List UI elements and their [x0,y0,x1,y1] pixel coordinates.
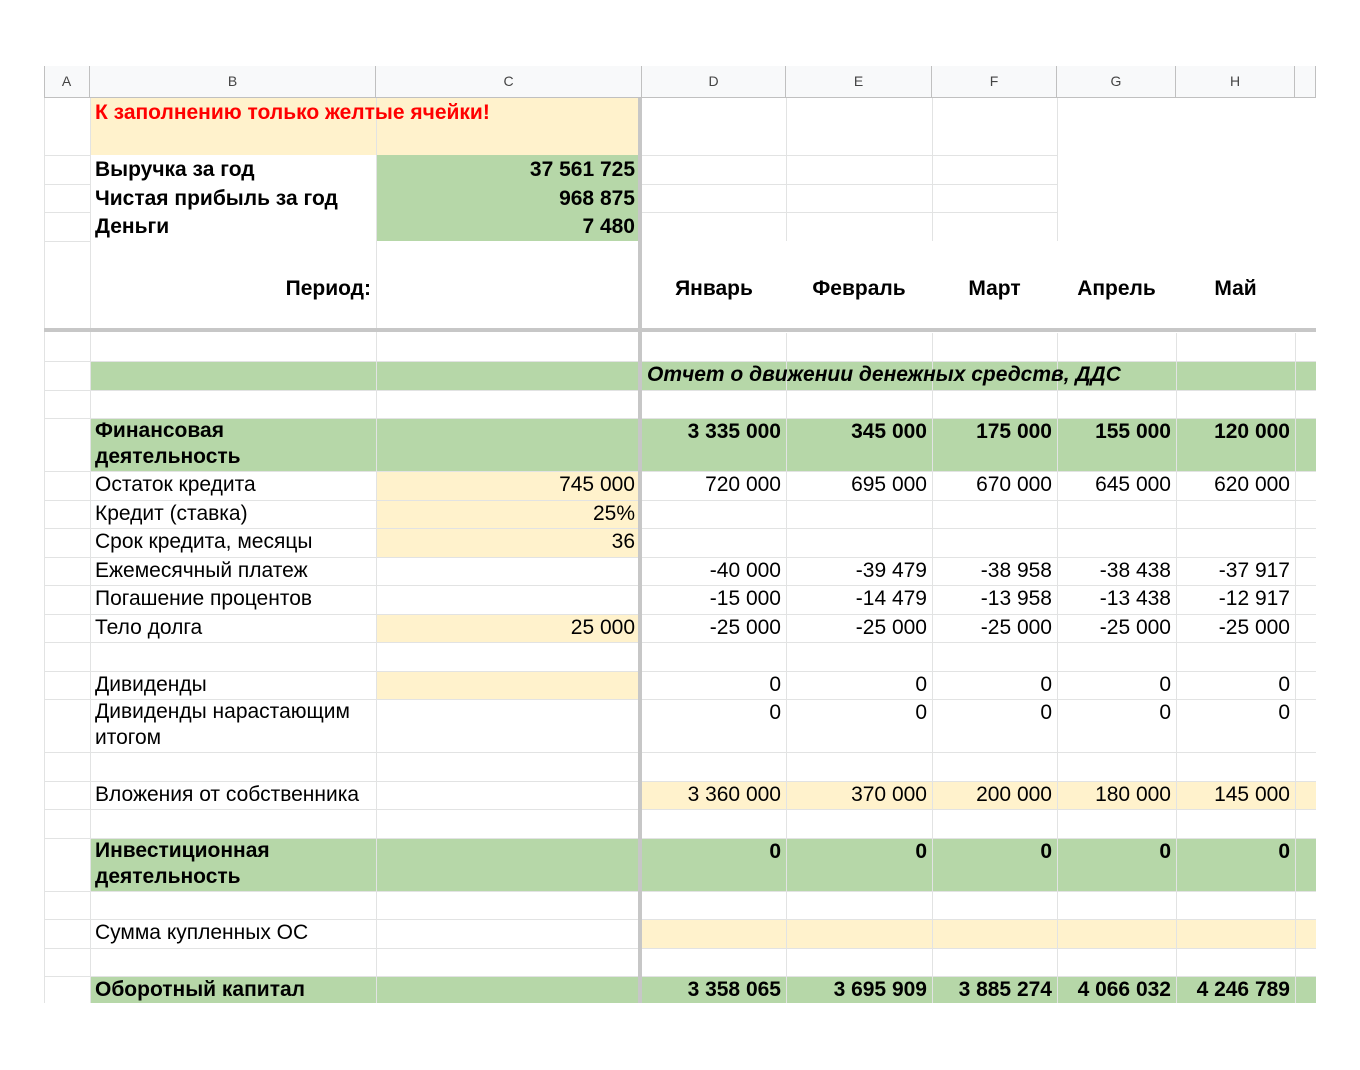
value-cell[interactable]: 200 000 [976,782,1052,806]
value-cell[interactable]: 3 360 000 [687,782,781,806]
value-cell[interactable]: -15 000 [709,587,781,610]
month-header-2: Февраль [812,277,906,300]
value-cell[interactable] [786,752,932,781]
column-header-e[interactable]: E [786,66,932,98]
column-header-h[interactable]: H [1176,66,1295,98]
row-label: Сумма купленных ОС [95,921,309,944]
value-cell[interactable] [642,919,786,948]
value-cell[interactable]: 695 000 [851,473,927,496]
value-cell[interactable]: 175 000 [976,420,1052,443]
value-cell[interactable] [786,919,932,948]
value-cell[interactable]: 370 000 [851,782,927,806]
gridline [1057,98,1058,241]
input-cell[interactable]: 25% [592,501,635,525]
summary-value[interactable]: 37 561 725 [529,158,635,181]
value-cell[interactable]: 3 335 000 [687,420,781,443]
gridline [44,184,90,185]
value-cell[interactable] [1057,948,1176,977]
value-cell[interactable]: 0 [1278,701,1290,724]
value-cell[interactable]: -25 000 [855,615,927,639]
input-cell[interactable]: 25 000 [570,615,635,639]
gridline [932,98,933,241]
spreadsheet-grid[interactable] [44,66,1316,1003]
value-cell[interactable]: 0 [1159,839,1171,863]
row-label [90,891,374,920]
gridline [44,98,45,1003]
input-cell[interactable] [376,671,640,700]
row-label: Ежемесячный платеж [95,558,308,582]
input-cell[interactable] [376,976,640,1003]
value-cell[interactable]: -13 958 [980,587,1052,610]
value-cell[interactable] [932,809,1057,838]
value-cell[interactable]: 0 [769,701,781,724]
gridline [1295,333,1296,1003]
value-cell[interactable] [642,752,786,781]
column-header-g[interactable]: G [1057,66,1176,98]
report-title: Отчет о движении денежных средств, ДДС [647,363,1121,386]
value-cell[interactable]: -13 438 [1099,587,1171,610]
column-header-d[interactable]: D [642,66,786,98]
notice-text: К заполнению только желтые ячейки! [95,101,490,124]
input-cell[interactable] [376,809,640,838]
value-cell[interactable] [786,948,932,977]
value-cell[interactable]: 0 [915,672,927,696]
gridline [44,212,90,213]
row-label [90,809,374,838]
input-cell[interactable] [376,948,640,977]
value-cell[interactable] [642,500,786,529]
column-header-next[interactable] [1295,66,1316,98]
column-header-a[interactable]: A [44,66,90,98]
input-cell[interactable] [376,781,640,810]
summary-label: Чистая прибыль за год [95,186,338,210]
month-header-3: Март [968,277,1021,300]
value-cell[interactable]: 180 000 [1095,782,1171,806]
value-cell[interactable]: -39 479 [855,558,927,582]
input-cell[interactable]: 745 000 [559,473,635,496]
gridline [642,184,1057,185]
value-cell[interactable]: 4 066 032 [1077,978,1171,1001]
value-cell[interactable]: -14 479 [855,587,927,610]
period-label: Период: [285,277,371,300]
value-cell[interactable]: 120 000 [1214,420,1290,443]
value-cell[interactable]: 3 695 909 [833,978,927,1001]
value-cell[interactable] [642,891,786,920]
section-label: Инвестиционная деятельность [95,838,270,888]
column-header-b[interactable]: B [90,66,376,98]
input-cell[interactable] [376,557,640,586]
value-cell[interactable] [1176,500,1295,529]
month-header-5: Май [1214,277,1257,300]
value-cell[interactable] [1057,642,1176,671]
value-cell[interactable] [1176,919,1295,948]
value-cell[interactable]: -12 917 [1218,587,1290,610]
value-cell[interactable]: 0 [915,839,927,863]
value-cell[interactable]: 0 [769,672,781,696]
row-label [90,752,374,781]
value-cell[interactable] [1176,809,1295,838]
column-header-c[interactable]: C [376,66,642,98]
row-label: Вложения от собственника [95,782,360,806]
row-label: Срок кредита, месяцы [95,530,313,553]
summary-value[interactable]: 7 480 [582,215,635,239]
value-cell[interactable]: 4 246 789 [1196,978,1290,1001]
value-cell[interactable] [932,642,1057,671]
value-cell[interactable] [1176,891,1295,920]
value-cell[interactable] [642,809,786,838]
input-cell[interactable] [376,891,640,920]
value-cell[interactable] [1057,500,1176,529]
row-label: Остаток кредита [95,473,256,496]
value-cell[interactable] [1057,528,1176,557]
gridline [44,241,90,242]
gridline [642,155,1057,156]
value-cell[interactable]: 155 000 [1095,420,1171,443]
row-label [90,948,374,977]
value-cell[interactable] [932,948,1057,977]
input-cell[interactable] [376,919,640,948]
value-cell[interactable]: 145 000 [1214,782,1290,806]
value-cell[interactable] [932,500,1057,529]
value-cell[interactable]: 3 885 274 [958,978,1052,1001]
value-cell[interactable]: 0 [1040,672,1052,696]
input-cell[interactable] [376,642,640,671]
input-cell[interactable] [376,699,640,752]
value-cell[interactable]: 0 [1278,839,1290,863]
value-cell[interactable]: -25 000 [1218,615,1290,639]
value-cell[interactable]: 620 000 [1214,473,1290,496]
gridline [786,98,787,241]
value-cell[interactable]: 670 000 [976,473,1052,496]
value-cell[interactable] [1057,919,1176,948]
input-cell[interactable] [376,752,640,781]
value-cell[interactable] [1176,752,1295,781]
input-cell[interactable] [376,838,640,891]
value-cell[interactable]: 3 358 065 [687,978,781,1001]
row-label: Погашение процентов [95,587,313,610]
value-cell[interactable] [932,919,1057,948]
value-cell[interactable] [642,948,786,977]
value-cell[interactable]: -40 000 [709,558,781,582]
value-cell[interactable] [642,528,786,557]
value-cell[interactable] [932,752,1057,781]
value-cell[interactable] [1057,891,1176,920]
gridline [44,328,1316,332]
summary-value[interactable]: 968 875 [559,186,635,210]
gridline [44,155,90,156]
value-cell[interactable] [1057,809,1176,838]
value-cell[interactable]: 345 000 [851,420,927,443]
value-cell[interactable]: 0 [1159,701,1171,724]
summary-label: Деньги [95,215,170,239]
value-cell[interactable]: 0 [1159,672,1171,696]
value-cell[interactable]: -25 000 [980,615,1052,639]
value-cell[interactable]: 645 000 [1095,473,1171,496]
value-cell[interactable] [786,528,932,557]
value-cell[interactable]: -25 000 [1099,615,1171,639]
value-cell[interactable] [786,500,932,529]
value-cell[interactable]: -37 917 [1218,558,1290,582]
value-cell[interactable] [932,528,1057,557]
value-cell[interactable] [786,809,932,838]
value-cell[interactable]: -25 000 [709,615,781,639]
section-label: Оборотный капитал [95,978,305,1001]
input-cell[interactable] [376,585,640,614]
input-cell[interactable] [376,418,640,471]
value-cell[interactable]: 0 [1040,701,1052,724]
value-cell[interactable]: -38 958 [980,558,1052,582]
row-label: Тело долга [95,615,203,639]
column-header-f[interactable]: F [932,66,1057,98]
row-label [90,642,374,671]
month-header-1: Январь [675,277,753,300]
value-cell[interactable]: 0 [1278,672,1290,696]
section-label: Финансовая деятельность [95,419,241,468]
month-header-4: Апрель [1077,277,1156,300]
value-cell[interactable] [1057,752,1176,781]
row-label: Дивиденды нарастающим итогом [95,700,350,749]
gridline [642,212,1057,213]
gridline [44,390,1316,391]
row-label: Кредит (ставка) [95,501,248,525]
value-cell[interactable] [1176,528,1295,557]
summary-label: Выручка за год [95,158,255,181]
row-label: Дивиденды [95,672,207,696]
value-cell[interactable]: 0 [769,839,781,863]
input-cell[interactable]: 36 [611,530,635,553]
value-cell[interactable] [786,891,932,920]
value-cell[interactable]: 0 [915,701,927,724]
value-cell[interactable] [642,642,786,671]
value-cell[interactable] [1176,642,1295,671]
value-cell[interactable] [932,891,1057,920]
value-cell[interactable]: 0 [1040,839,1052,863]
value-cell[interactable]: -38 438 [1099,558,1171,582]
value-cell[interactable] [786,642,932,671]
value-cell[interactable]: 720 000 [705,473,781,496]
value-cell[interactable] [1176,948,1295,977]
gridline [44,66,45,98]
